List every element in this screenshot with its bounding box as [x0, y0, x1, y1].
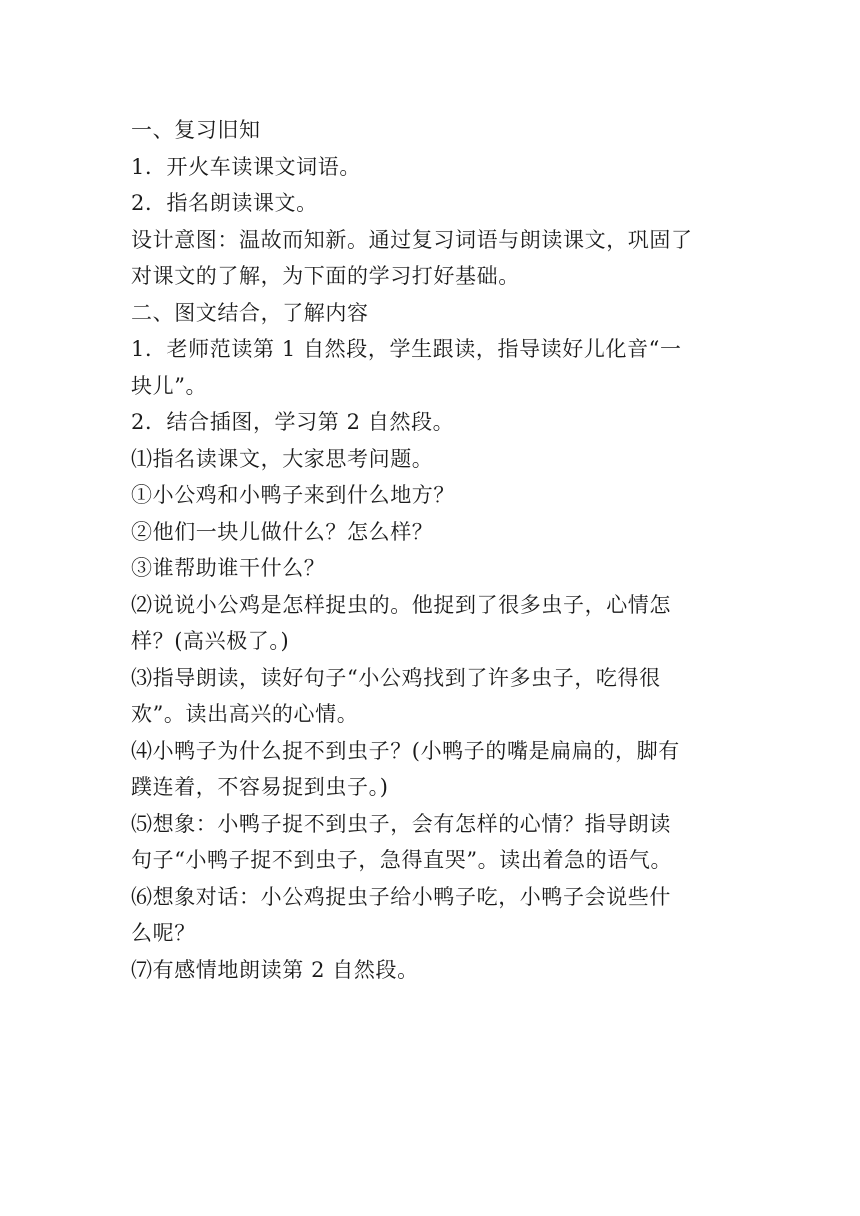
sub-item: 样？(高兴极了。) [131, 629, 290, 653]
section-heading-content: 二、图文结合，了解内容 [131, 300, 369, 325]
sub-item: ⑷小鸭子为什么捉不到虫子？(小鸭子的嘴是扁扁的，脚有 [131, 738, 680, 763]
design-intent-text: 对课文的了解，为下面的学习打好基础。 [131, 264, 520, 288]
question-item: ①小公鸡和小鸭子来到什么地方？ [131, 483, 455, 507]
sub-item: 蹼连着，不容易捉到虫子。) [131, 775, 389, 799]
question-item: ③谁帮助谁干什么？ [131, 556, 326, 580]
sub-item: ⑵说说小公鸡是怎样捉虫的。他捉到了很多虫子，心情怎 [131, 592, 671, 617]
sub-item: ⑸想象：小鸭子捉不到虫子，会有怎样的心情？指导朗读 [131, 811, 671, 836]
section-heading-review: 一、复习旧知 [131, 118, 261, 142]
list-item: 1．老师范读第 1 自然段，学生跟读，指导读好儿化音“一 [131, 337, 682, 361]
list-item: 2．指名朗读课文。 [131, 191, 318, 215]
sub-item: 欢”。读出高兴的心情。 [131, 702, 359, 726]
list-item: 2．结合插图，学习第 2 自然段。 [131, 410, 455, 434]
sub-item: ⑹想象对话：小公鸡捉虫子给小鸭子吃，小鸭子会说些什 [131, 884, 671, 909]
question-item: ②他们一块儿做什么？怎么样？ [131, 519, 434, 544]
sub-item: ⑴指名读课文，大家思考问题。 [131, 446, 434, 471]
sub-item: 么呢？ [131, 921, 196, 945]
design-intent-text: 设计意图：温故而知新。通过复习词语与朗读课文，巩固了 [131, 227, 693, 252]
sub-item: ⑺有感情地朗读第 2 自然段。 [131, 957, 419, 982]
document-body [131, 112, 741, 988]
sub-item: 句子“小鸭子捉不到虫子，急得直哭”。读出着急的语气。 [131, 848, 673, 872]
list-item: 块儿”。 [131, 373, 208, 398]
sub-item: ⑶指导朗读，读好句子“小公鸡找到了许多虫子，吃得很 [131, 665, 661, 690]
list-item: 1．开火车读课文词语。 [131, 154, 361, 179]
